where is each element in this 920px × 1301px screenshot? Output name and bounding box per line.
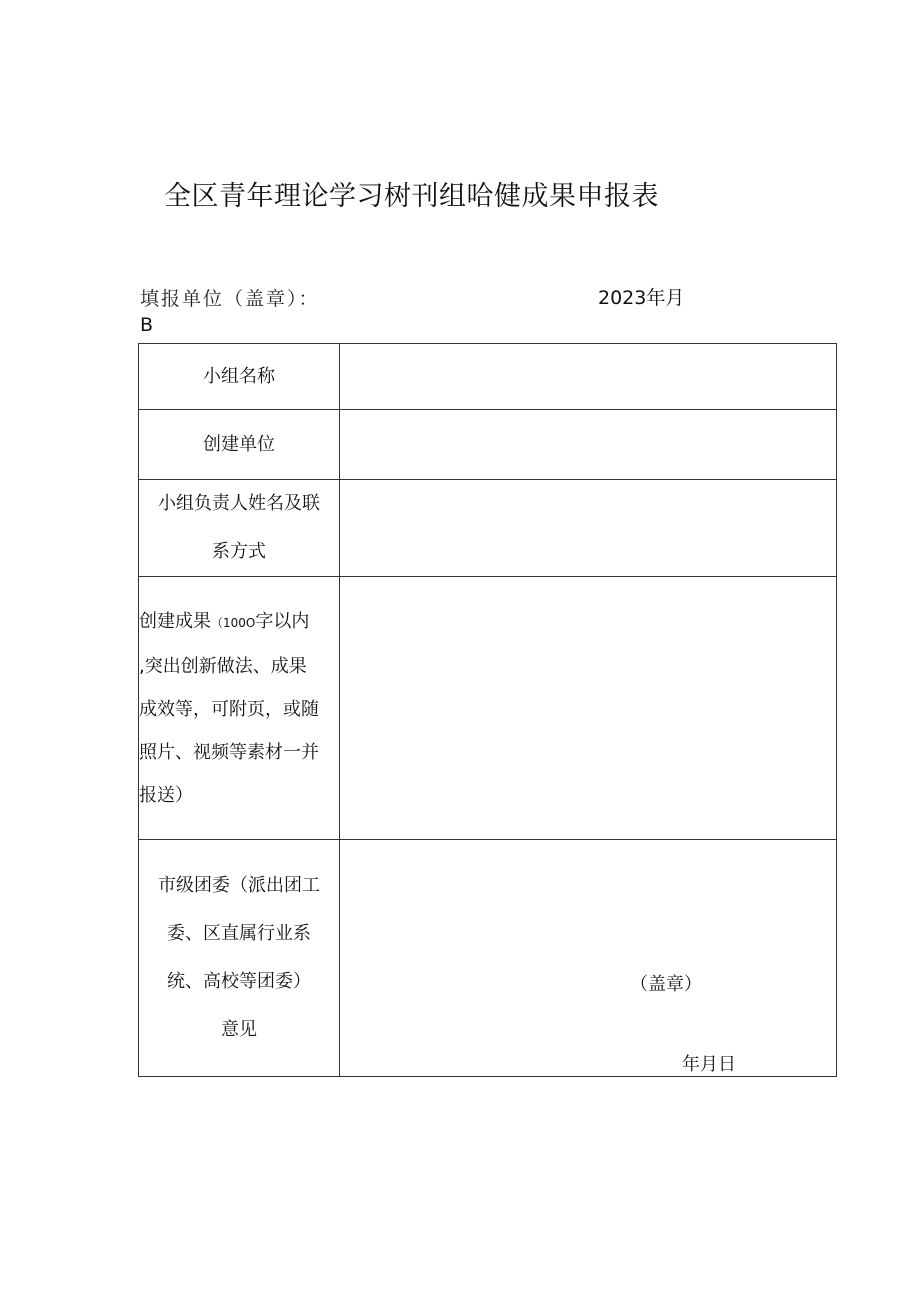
achievements-line-3: 成效等，可附页，或随	[139, 698, 319, 720]
achievements-label	[139, 577, 340, 840]
opinion-line-2: 委、区直属行业系	[167, 923, 311, 944]
row-opinion	[139, 840, 837, 1077]
create-unit-label: 创建单位	[139, 410, 340, 480]
row-leader-contact	[139, 480, 837, 577]
achievements-line-1a: 创建成果	[139, 610, 211, 632]
row-group-name	[139, 344, 837, 410]
opinion-label	[139, 840, 340, 1077]
application-form-table	[138, 343, 837, 1077]
group-name-label: 小组名称	[139, 344, 340, 410]
achievements-line-1	[139, 600, 339, 645]
achievements-line-4: 照片、视频等素材一并	[139, 741, 319, 763]
achievements-line-1b: 字以内	[255, 610, 310, 632]
leader-contact-label	[139, 480, 340, 577]
form-title: 全区青年理论学习树刊组哈健成果申报表	[164, 181, 659, 212]
create-unit-field[interactable]	[340, 410, 837, 480]
report-date-label: 2023年月	[598, 287, 685, 309]
opinion-line-3: 统、高校等团委）	[167, 971, 311, 992]
opinion-line-4: 意见	[221, 1019, 257, 1040]
report-date-suffix: B	[140, 314, 154, 336]
reporting-unit-label: 填报单位（盖章）：	[140, 288, 320, 310]
achievements-line-2: ,突出创新做法、成果	[139, 655, 307, 677]
row-achievements	[139, 577, 837, 840]
achievements-line-5: 报送）	[139, 784, 193, 806]
opinion-date-text: 年月日	[682, 1054, 736, 1075]
opinion-field[interactable]	[340, 840, 837, 1077]
opinion-line-1: 市级团委（派出团工	[158, 875, 320, 896]
achievements-word-limit: （100O	[211, 615, 256, 630]
achievements-field[interactable]	[340, 577, 837, 840]
leader-contact-line-1: 小组负责人姓名及联	[158, 493, 320, 514]
row-create-unit	[139, 410, 837, 480]
seal-text: （盖章）	[630, 974, 702, 995]
leader-contact-field[interactable]	[340, 480, 837, 577]
group-name-field[interactable]	[340, 344, 837, 410]
leader-contact-line-2: 系方式	[212, 541, 266, 562]
